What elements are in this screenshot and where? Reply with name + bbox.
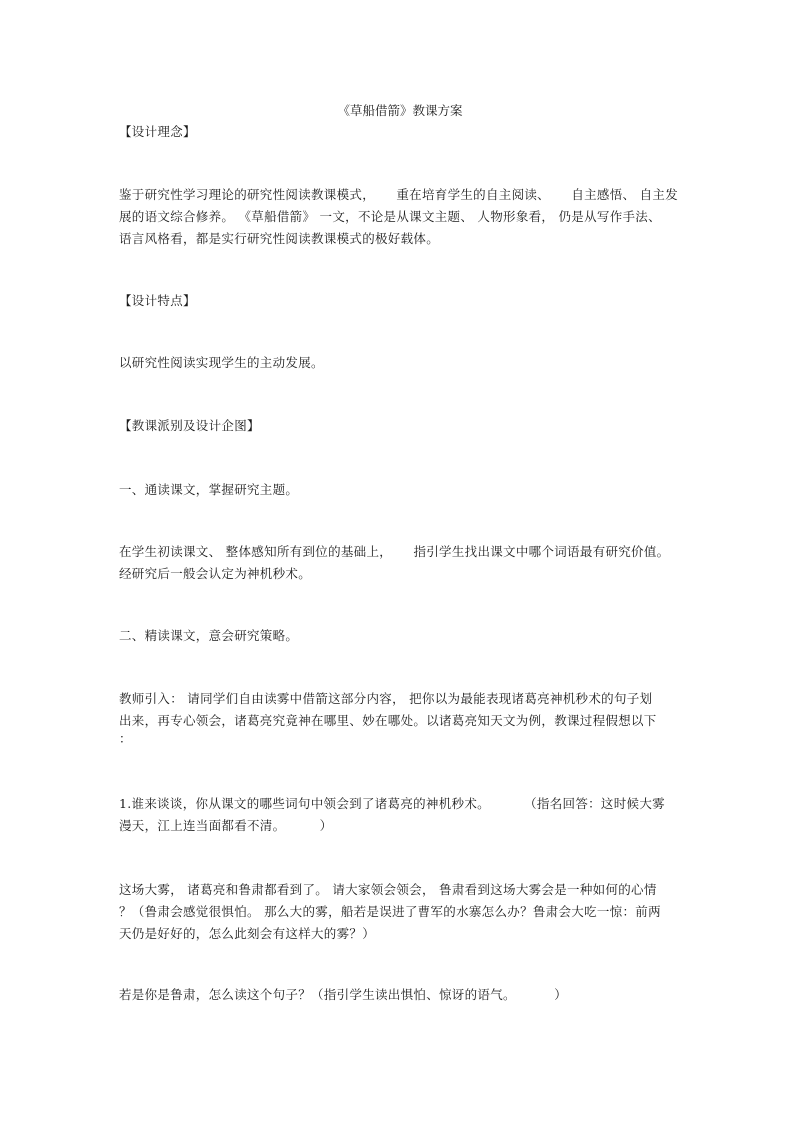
- paragraph-line: ？（鲁肃会感觉很惧怕。 那么大的雾，船若是误进了曹军的水寨怎么办？鲁肃会大吃一惊：前两: [119, 904, 661, 919]
- paragraph-line: 若是你是鲁肃，怎么读这个句子？（指引学生读出惧怕、惊讶的语气。 ）: [119, 987, 568, 1002]
- paragraph-line: 以研究性阅读实现学生的主动发展。: [119, 355, 324, 370]
- paragraph-line: 天仍是好好的，怎么此刻会有这样大的雾？）: [119, 926, 376, 941]
- paragraph-line: 这场大雾， 诸葛亮和鲁肃都看到了。 请大家领会领会， 鲁肃看到这场大雾会是一种如何的心情: [119, 882, 657, 897]
- paragraph-line: 语言风格看，都是实行研究性阅读教课模式的极好载体。: [119, 231, 440, 246]
- paragraph-line: 出来，再专心领会，诸葛亮究竟神在哪里、妙在哪处。以诸葛亮知天文为例，教课过程假想以下: [119, 713, 657, 728]
- paragraph-line: 鉴于研究性学习理论的研究性阅读教课模式， 重在培育学生的自主阅读、 自主感悟、 自主发: [119, 187, 679, 202]
- document-title: 《草船借箭》教课方案: [337, 103, 463, 118]
- section-heading-design-concept: 【设计理念】: [119, 124, 196, 139]
- paragraph-line: ：: [119, 731, 132, 746]
- step-heading: 一、通读课文，掌握研究主题。: [119, 482, 299, 497]
- paragraph-line: 经研究后一般会认定为神机秒术。: [119, 566, 312, 581]
- paragraph-line: 1.谁来谈谈，你从课文的哪些词句中领会到了诸葛亮的神机秒术。 （指名回答：这时候大雾: [119, 796, 665, 811]
- section-heading-plan: 【教课派别及设计企图】: [119, 418, 260, 433]
- paragraph-line: 展的语文综合修养。 《草船借箭》 一文，不论是从课文主题、 人物形象看， 仍是从写作手法、: [119, 209, 661, 224]
- paragraph-line: 漫天，江上连当面都看不清。 ）: [119, 818, 333, 833]
- section-heading-design-features: 【设计特点】: [119, 293, 196, 308]
- paragraph-line: 在学生初读课文、 整体感知所有到位的基础上， 指引学生找出课文中哪个词语最有研究价值。: [119, 544, 670, 559]
- step-heading: 二、精读课文，意会研究策略。: [119, 628, 299, 643]
- paragraph-line: 教师引入： 请同学们自由读雾中借箭这部分内容， 把你以为最能表现诸葛亮神机秒术的句子划: [119, 691, 653, 706]
